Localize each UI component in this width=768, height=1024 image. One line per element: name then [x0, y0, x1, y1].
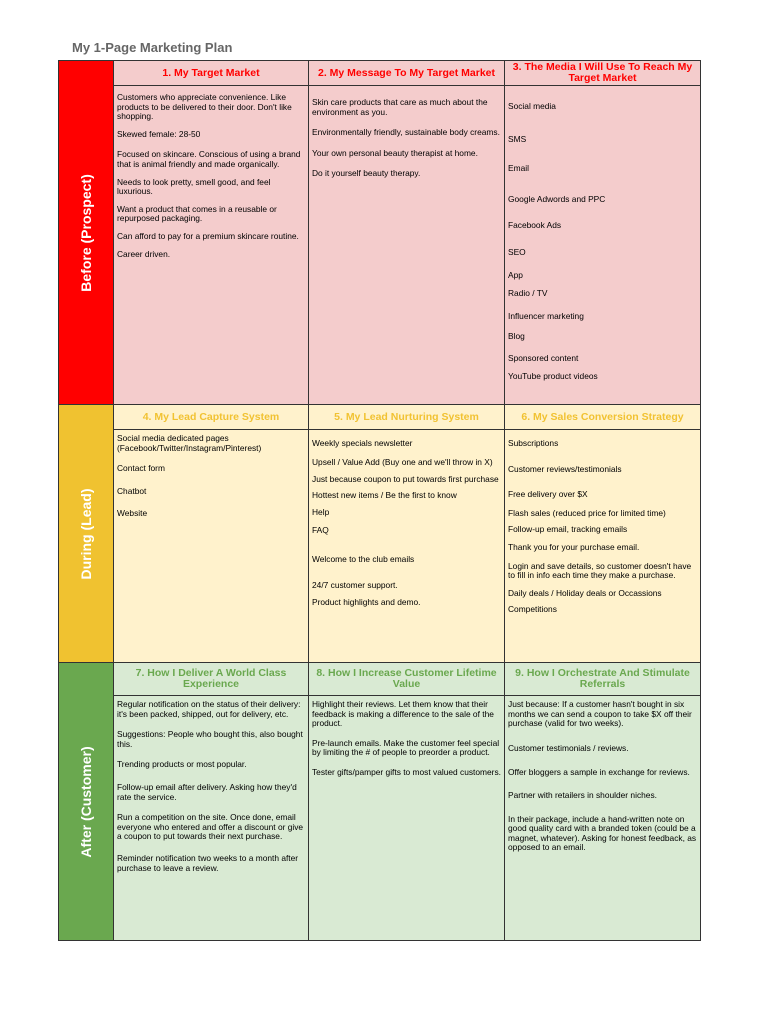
list-item: Product highlights and demo.: [312, 596, 421, 607]
list-item: SMS: [508, 133, 527, 144]
list-item: Influencer marketing: [508, 310, 584, 321]
list-item: Flash sales (reduced price for limited time): [508, 507, 666, 518]
list-item: Weekly specials newsletter: [312, 438, 413, 448]
cell-lead-nurturing: [308, 429, 505, 663]
before-side-label: [58, 60, 114, 405]
marketing-plan-grid: [58, 60, 701, 941]
list-item: Login and save details, so customer doesn't have to fill in info each time they make a purchase.: [508, 560, 692, 581]
list-item: Customers who appreciate convenience. Like products to be delivered to their door. Don't like shopping.: [117, 92, 292, 122]
heading-lifetime-value: 8. How I Increase Customer Lifetime Value: [308, 662, 505, 696]
list-item: Follow-up email, tracking emails: [508, 524, 628, 535]
list-item: Reminder notification two weeks to a month after purchase to leave a review.: [117, 852, 299, 873]
cell-target-market: [113, 85, 309, 405]
list-item: Needs to look pretty, smell good, and feel luxurious.: [117, 176, 271, 197]
list-item: Radio / TV: [508, 288, 548, 299]
during-label: During (Lead): [78, 488, 94, 579]
list-item: In their package, include a hand-written note on good quality card with a branded token (could be a magnet, whatever). Asking for honest feedback, as opposed to an email.: [508, 813, 697, 853]
heading-target-market: 1. My Target Market: [113, 60, 309, 86]
cell-lead-capture: [113, 429, 309, 663]
list-item: Sponsored content: [508, 352, 579, 363]
during-side-label: [58, 404, 114, 663]
list-item: Facebook Ads: [508, 220, 562, 231]
list-item: Website: [117, 508, 148, 519]
list-item: App: [508, 269, 523, 280]
list-item: Just because: If a customer hasn't bought in six months we can send a coupon to take $X off their purchase (valid for two weeks).: [508, 699, 692, 729]
heading-sales-conversion: 6. My Sales Conversion Strategy: [504, 404, 701, 430]
list-item: 24/7 customer support.: [312, 580, 398, 591]
list-item: Can afford to pay for a premium skincare routine.: [117, 230, 299, 241]
list-item: YouTube product videos: [508, 370, 598, 381]
list-item: Offer bloggers a sample in exchange for reviews.: [508, 767, 690, 778]
list-item: Blog: [508, 331, 525, 342]
list-item: Skewed female: 28-50: [117, 128, 201, 139]
before-label: Before (Prospect): [78, 173, 94, 292]
list-item: Run a competition on the site. Once done, email everyone who entered and offer a discount or give a coupon to put towards their next purchase.: [117, 812, 304, 842]
list-item: Hottest new items / Be the first to know: [312, 489, 457, 500]
heading-media: 3. The Media I Will Use To Reach My Target Market: [504, 60, 701, 86]
list-item: Regular notification on the status of their delivery: it's been packed, shipped, out for delivery, etc.: [117, 699, 301, 719]
list-item: Just because coupon to put towards first purchase: [312, 474, 499, 485]
list-item: Contact form: [117, 463, 165, 474]
list-item: Skin care products that care as much about the environment as you.: [312, 97, 488, 117]
list-item: Tester gifts/pamper gifts to most valued customers.: [312, 766, 501, 777]
cell-world-class-experience: [113, 695, 309, 941]
list-item: Daily deals / Holiday deals or Occassions: [508, 587, 662, 598]
list-item: FAQ: [312, 524, 329, 535]
heading-message: 2. My Message To My Target Market: [308, 60, 505, 86]
after-side-label: [58, 662, 114, 941]
list-item: Focused on skincare. Conscious of using a brand that is animal friendly and made organically.: [117, 149, 301, 169]
list-item: Environmentally friendly, sustainable body creams.: [312, 127, 500, 138]
list-item: Pre-launch emails. Make the customer feel special by limiting the # of people to preorder a product.: [312, 737, 500, 758]
list-item: Customer testimonials / reviews.: [508, 742, 629, 753]
page-title: My 1-Page Marketing Plan: [72, 40, 233, 55]
list-item: Partner with retailers in shoulder niches.: [508, 789, 657, 800]
list-item: Highlight their reviews. Let them know that their feedback is making a difference to the sale of the product.: [312, 699, 494, 729]
list-item: Do it yourself beauty therapy.: [312, 168, 421, 179]
list-item: Want a product that comes in a reusable or repurposed packaging.: [117, 203, 277, 224]
list-item: Help: [312, 507, 330, 518]
list-item: Chatbot: [117, 485, 147, 496]
heading-lead-capture: 4. My Lead Capture System: [113, 404, 309, 430]
cell-referrals: [504, 695, 701, 941]
list-item: Your own personal beauty therapist at home.: [312, 147, 478, 158]
list-item: Subscriptions: [508, 438, 559, 448]
list-item: Suggestions: People who bought this, also bought this.: [117, 729, 303, 749]
heading-lead-nurturing: 5. My Lead Nurturing System: [308, 404, 505, 430]
list-item: SEO: [508, 246, 526, 257]
heading-world-class-experience: 7. How I Deliver A World Class Experience: [113, 662, 309, 696]
cell-media: [504, 85, 701, 405]
list-item: Social media: [508, 101, 556, 111]
list-item: Follow-up email after delivery. Asking how they'd rate the service.: [117, 781, 297, 802]
cell-message: [308, 85, 505, 405]
list-item: Trending products or most popular.: [117, 759, 247, 770]
cell-sales-conversion: [504, 429, 701, 663]
list-item: Upsell / Value Add (Buy one and we'll throw in X): [312, 456, 493, 467]
list-item: Thank you for your purchase email.: [508, 541, 640, 552]
list-item: Google Adwords and PPC: [508, 193, 606, 204]
list-item: Social media dedicated pages (Facebook/Twitter/Instagram/Pinterest): [117, 433, 262, 453]
cell-lifetime-value: [308, 695, 505, 941]
heading-referrals: 9. How I Orchestrate And Stimulate Referrals: [504, 662, 701, 696]
list-item: Career driven.: [117, 248, 171, 259]
list-item: Email: [508, 163, 529, 174]
list-item: Competitions: [508, 604, 557, 615]
after-label: After (Customer): [78, 745, 94, 858]
list-item: Free delivery over $X: [508, 489, 588, 500]
list-item: Welcome to the club emails: [312, 553, 415, 564]
list-item: Customer reviews/testimonials: [508, 463, 622, 474]
